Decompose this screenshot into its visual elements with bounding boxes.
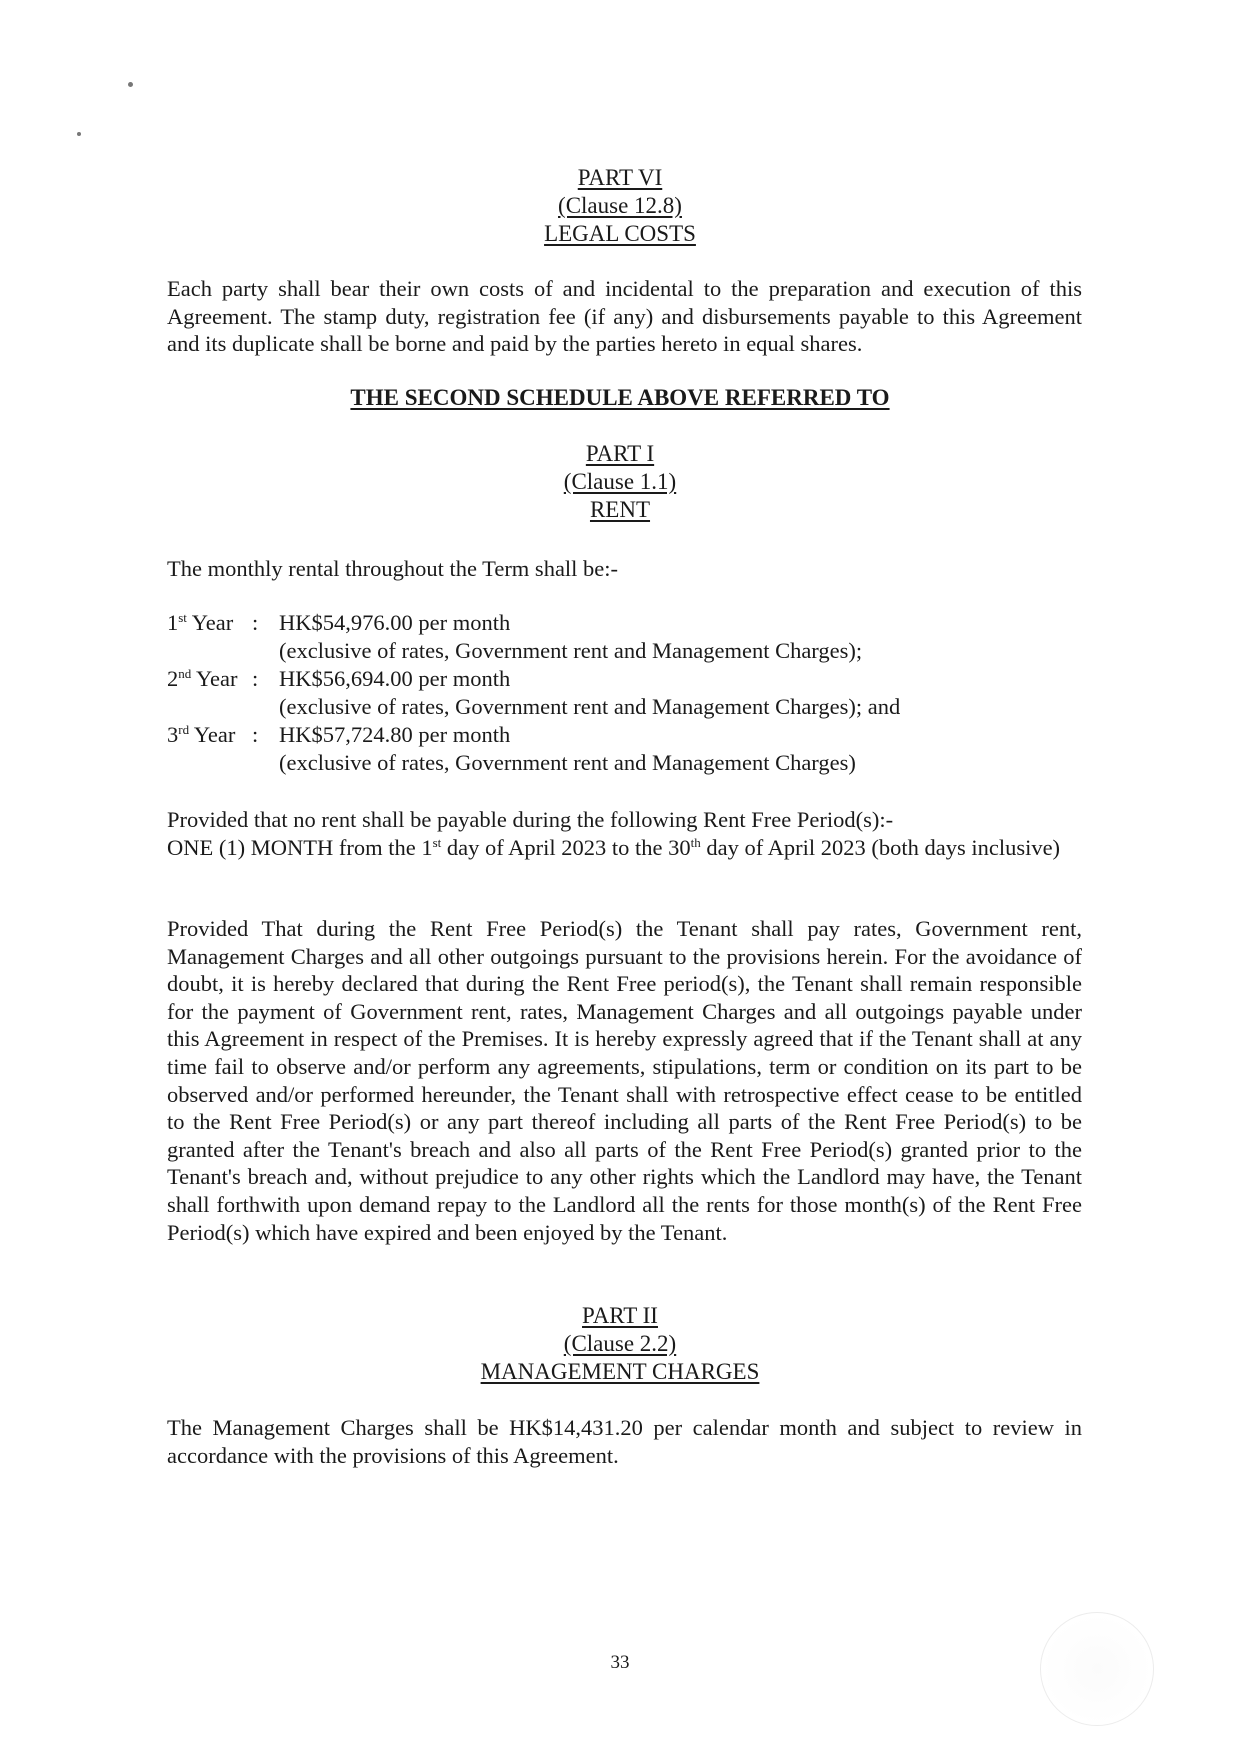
colon: : — [252, 610, 259, 635]
rent-free-intro: Provided that no rent shall be payable during the following Rent Free Period(s):- — [167, 807, 894, 832]
rent-amount: HK$57,724.80 per month — [279, 722, 511, 747]
scan-speck — [77, 132, 81, 136]
rent-amount: HK$56,694.00 per month — [279, 666, 511, 691]
part-ii-label: PART II — [582, 1303, 658, 1328]
year-label: 2nd Year — [167, 666, 238, 691]
page-number: 33 — [610, 1652, 630, 1673]
colon: : — [252, 722, 259, 747]
rent-note-year-2: (exclusive of rates, Government rent and Management Charges); and — [279, 694, 901, 719]
rent-note-year-1: (exclusive of rates, Government rent and Management Charges); — [279, 638, 863, 663]
rent-amount: HK$54,976.00 per month — [279, 610, 511, 635]
year-label: 3rd Year — [167, 722, 236, 747]
scan-speck — [128, 82, 133, 87]
rent-intro: The monthly rental throughout the Term shall be:- — [167, 556, 619, 581]
part-vi-title: LEGAL COSTS — [544, 221, 696, 246]
part-ii-title: MANAGEMENT CHARGES — [480, 1359, 760, 1384]
part-vi-clause: (Clause 12.8) — [558, 193, 682, 218]
rent-free-proviso: Provided That during the Rent Free Period(s) the Tenant shall pay rates, Government rent, Management Charges and all other outgoings pursuant to the provisions herein. For the avoidance of doubt, it is hereby declared that during the Rent Free period(s), the Tenant shall remain responsible for the payment of Government rent, rates, Management Charges and all outgoings payable under this Agreement in respect of the Premises. It is hereby expressly agreed that if the Tenant shall at any time fail to observe and/or perform any agreements, stipulations, term or condition on its part to be observed and/or performed hereunder, the Tenant shall with retrospective effect cease to be entitled to the Rent Free Period(s) or any part thereof including all parts of the Rent Free Period(s) to be granted after the Tenant's breach and also all parts of the Rent Free Period(s) granted prior to the Tenant's breach and, without prejudice to any other rights which the Landlord may have, the Tenant shall forthwith upon demand repay to the Landlord all the rents for those month(s) of the Rent Free Period(s) which have expired and been enjoyed by the Tenant. — [167, 916, 1082, 1245]
colon: : — [252, 666, 259, 691]
part-ii-clause: (Clause 2.2) — [563, 1331, 677, 1356]
part-i-label: PART I — [585, 441, 655, 466]
rent-free-period: ONE (1) MONTH from the 1st day of April 2023 to the 30th day of April 2023 (both days inclusive) — [167, 835, 1061, 860]
legal-costs-paragraph: Each party shall bear their own costs of and incidental to the preparation and execution of this Agreement. The stamp duty, registration fee (if any) and disbursements payable to this Agreement and its duplicate shall be borne and paid by the parties hereto in equal shares. — [167, 276, 1082, 357]
rent-note-year-3: (exclusive of rates, Government rent and Management Charges) — [279, 750, 856, 775]
faint-seal — [1040, 1612, 1154, 1726]
part-i-clause: (Clause 1.1) — [563, 469, 677, 494]
part-i-title: RENT — [589, 497, 651, 522]
year-label: 1st Year — [167, 610, 234, 635]
management-charges-paragraph: The Management Charges shall be HK$14,431.20 per calendar month and subject to review in accordance with the provisions of this Agreement. — [167, 1415, 1082, 1468]
schedule-title: THE SECOND SCHEDULE ABOVE REFERRED TO — [350, 385, 890, 410]
part-vi-label: PART VI — [577, 165, 663, 190]
